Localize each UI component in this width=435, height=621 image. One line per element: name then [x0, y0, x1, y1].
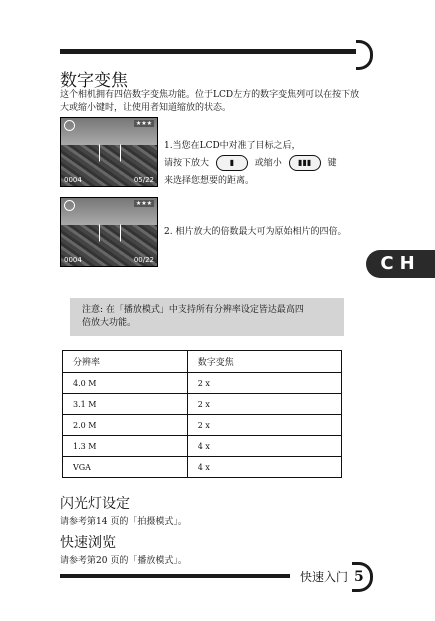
- table-cell: 2 x: [187, 415, 341, 436]
- table-cell: 4 x: [187, 436, 341, 457]
- table-cell: 2.0 M: [63, 415, 188, 436]
- resolution-zoom-table: [62, 350, 342, 478]
- zoom-out-icon: ▮▮▮: [289, 155, 321, 171]
- step-1-text: [164, 138, 337, 190]
- table-header-zoom: 数字变焦: [187, 351, 341, 373]
- table-row: [63, 415, 342, 436]
- flash-reference-text: 请参考第14 页的「拍摄模式」。: [60, 517, 187, 527]
- table-cell: 3.1 M: [63, 394, 188, 415]
- table-cell: 4.0 M: [63, 373, 188, 394]
- lcd-photo-zoom-before: [60, 117, 158, 187]
- table-cell: 4 x: [187, 457, 341, 478]
- step-1-line-3: 来选择您想要的距离。: [164, 175, 255, 186]
- table-row: [63, 436, 342, 457]
- footer-rule: [60, 574, 290, 578]
- camera-mode-icon: [64, 120, 75, 131]
- step-1-line-1: 1.当您在LCD中对准了目标之后，: [164, 141, 301, 151]
- step-1-zoom-out-label: 或缩小: [254, 158, 282, 169]
- page-number: 5: [352, 562, 373, 592]
- section-title-digital-zoom: 数字变焦: [60, 71, 128, 91]
- photo-counter: 0004: [64, 176, 82, 184]
- focus-frame: [99, 144, 121, 162]
- step-2-text: 2. 相片放大的倍数最大可为原始相片的四倍。: [164, 227, 347, 237]
- lcd-photo-zoom-after: [60, 197, 158, 267]
- table-header-resolution: 分辨率: [63, 351, 188, 373]
- note-line-1: 注意: 在「播放模式」中支持所有分辨率设定皆达最高四: [82, 305, 304, 315]
- quality-stars-icon: ★★★: [135, 200, 152, 207]
- table-row: [63, 394, 342, 415]
- table-row: [63, 373, 342, 394]
- step-1-zoom-in-label: 请按下放大: [164, 158, 210, 169]
- table-cell: 2 x: [187, 373, 341, 394]
- step-1-key-label: 键: [327, 158, 337, 169]
- table-cell: VGA: [63, 457, 188, 478]
- focus-frame: [99, 224, 121, 242]
- section-title-quick-browse: 快速浏览: [60, 535, 116, 551]
- footer-chapter-label: 快速入门: [300, 570, 349, 584]
- zoom-in-icon: ▮: [216, 155, 248, 171]
- browse-reference-text: 请参考第20 页的「播放模式」。: [60, 556, 187, 566]
- header-rule: [60, 49, 360, 54]
- table-row: [63, 457, 342, 478]
- table-cell: 2 x: [187, 394, 341, 415]
- photo-total: 05/22: [133, 176, 154, 184]
- header-tab-ornament: [356, 40, 373, 70]
- table-header-row: [63, 351, 342, 373]
- note-line-2: 倍放大功能。: [82, 318, 137, 328]
- quality-stars-icon: ★★★: [135, 120, 152, 127]
- section-title-flash: 闪光灯设定: [60, 496, 130, 512]
- note-box: [70, 298, 344, 336]
- photo-counter: 0004: [64, 256, 82, 264]
- photo-total: 00/22: [133, 256, 154, 264]
- intro-paragraph: 这个相机拥有四倍数字变焦功能。位于LCD左方的数字变焦列可以在按下放大或缩小键时，让使用者知道缩放的状态。: [60, 90, 360, 113]
- table-cell: 1.3 M: [63, 436, 188, 457]
- language-badge: CH: [366, 250, 435, 278]
- step-1-line-2: [164, 155, 337, 173]
- camera-mode-icon: [64, 200, 75, 211]
